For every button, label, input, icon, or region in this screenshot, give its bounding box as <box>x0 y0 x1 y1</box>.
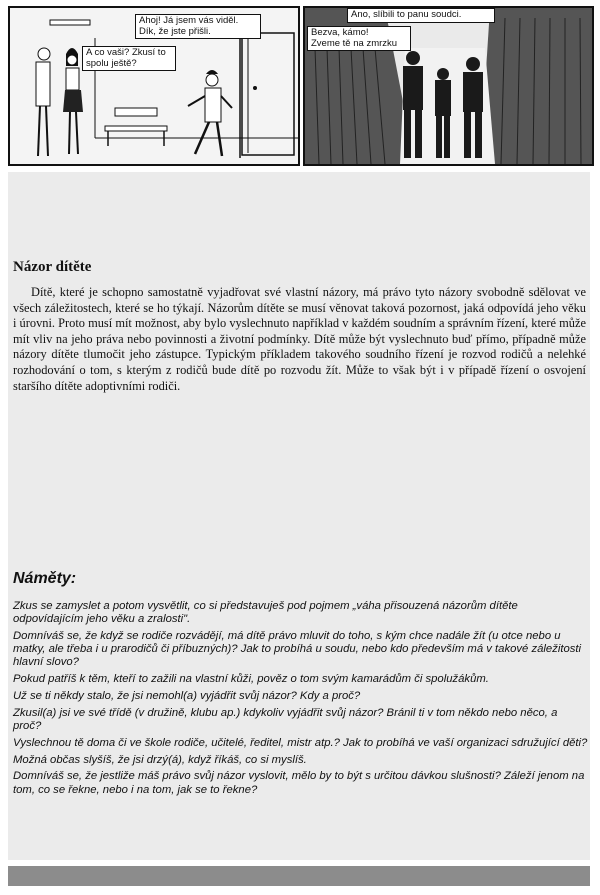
topic-item: Zkus se zamyslet a potom vysvětlit, co si představuješ pod pojmem „váha přisouzená názorům dítěte odpovídajícím jeho věku a zralosti". <box>13 600 518 626</box>
speech-bubble-question: A co vaši? Zkusí to spolu ještě? <box>82 46 176 71</box>
topic-item: Už se ti někdy stalo, že jsi nemohl(a) vyjádřit svůj názor? Kdy a proč? <box>13 690 361 702</box>
topic-item: Vyslechnou tě doma či ve škole rodiče, učitelé, ředitel, mistr atp.? Jak to probíhá ve vaší organizaci sdružující děti? <box>13 736 588 749</box>
comic-strip <box>0 0 600 170</box>
topic-item: Domníváš se, že jestliže máš právo svůj názor vyslovit, mělo by to být s určitou dávkou slušnosti? Záleží jenom na tom, co se řekne, nebo i na tom, jak se to řekne? <box>13 770 585 796</box>
topics-list <box>13 600 588 800</box>
section-title: Názor dítěte <box>13 259 92 275</box>
speech-bubble-invite: Bezva, kámo! Zveme tě na zmrzku <box>307 26 411 51</box>
footer-bar <box>8 866 590 886</box>
topic-item: Domníváš se, že když se rodiče rozvádějí, má dítě právo mluvit do toho, s kým chce nadále žít (u otce nebo u matky, ale třeba i u prarodičů či příbuzných)? Jak to probíhá u soudu, nebo kdo především má v takové záležitosti hlavní slovo? <box>13 630 582 669</box>
speech-bubble-promise: Ano, slíbili to panu soudci. <box>347 8 495 23</box>
comic-panel-left <box>8 6 300 166</box>
section-body: Dítě, které je schopno samostatně vyjadřovat své vlastní názory, má právo tyto názory svobodně sdělovat ve všech záležitostech, které se ho týkají. Názorům dítěte se musí věnovat taková pozornost, jaká odpovídá jeho věku i úrovni. Proto musí mít možnost, aby bylo vyslechnuto například v každém soudním a správním řízení, které může mít vliv na jeho práva nebo povinnosti a životní podmínky. Dítě může být vyslechnuto buď přímo, případně může názory dítěte tlumočit jeho zástupce. Typickým příkladem takového soudního řízení je rozvod rodičů a nelehké rozhodování o tom, s kterým z rodičů bude dítě po rozvodu žít. Může to však být i v případě řízení o osvojení staršího dítěte adoptivními rodiči. <box>13 285 586 393</box>
topics-title: Náměty: <box>13 570 77 587</box>
topic-item: Pokud patříš k těm, kteří to zažili na vlastní kůži, pověz o tom svým kamarádům či spolužákům. <box>13 673 489 686</box>
topic-item: Možná občas slyšíš, že jsi drzý(á), když říkáš, co si myslíš. <box>13 753 307 766</box>
speech-bubble-greeting: Ahoj! Já jsem vás viděl. Dík, že jste přišli. <box>135 14 261 39</box>
comic-panel-right <box>303 6 594 166</box>
topic-item: Zkusil(a) jsi ve své třídě (v družině, klubu ap.) kdykoliv vyjádřit svůj názor? Bránil ti v tom někdo nebo něco, a proč? <box>13 706 558 732</box>
